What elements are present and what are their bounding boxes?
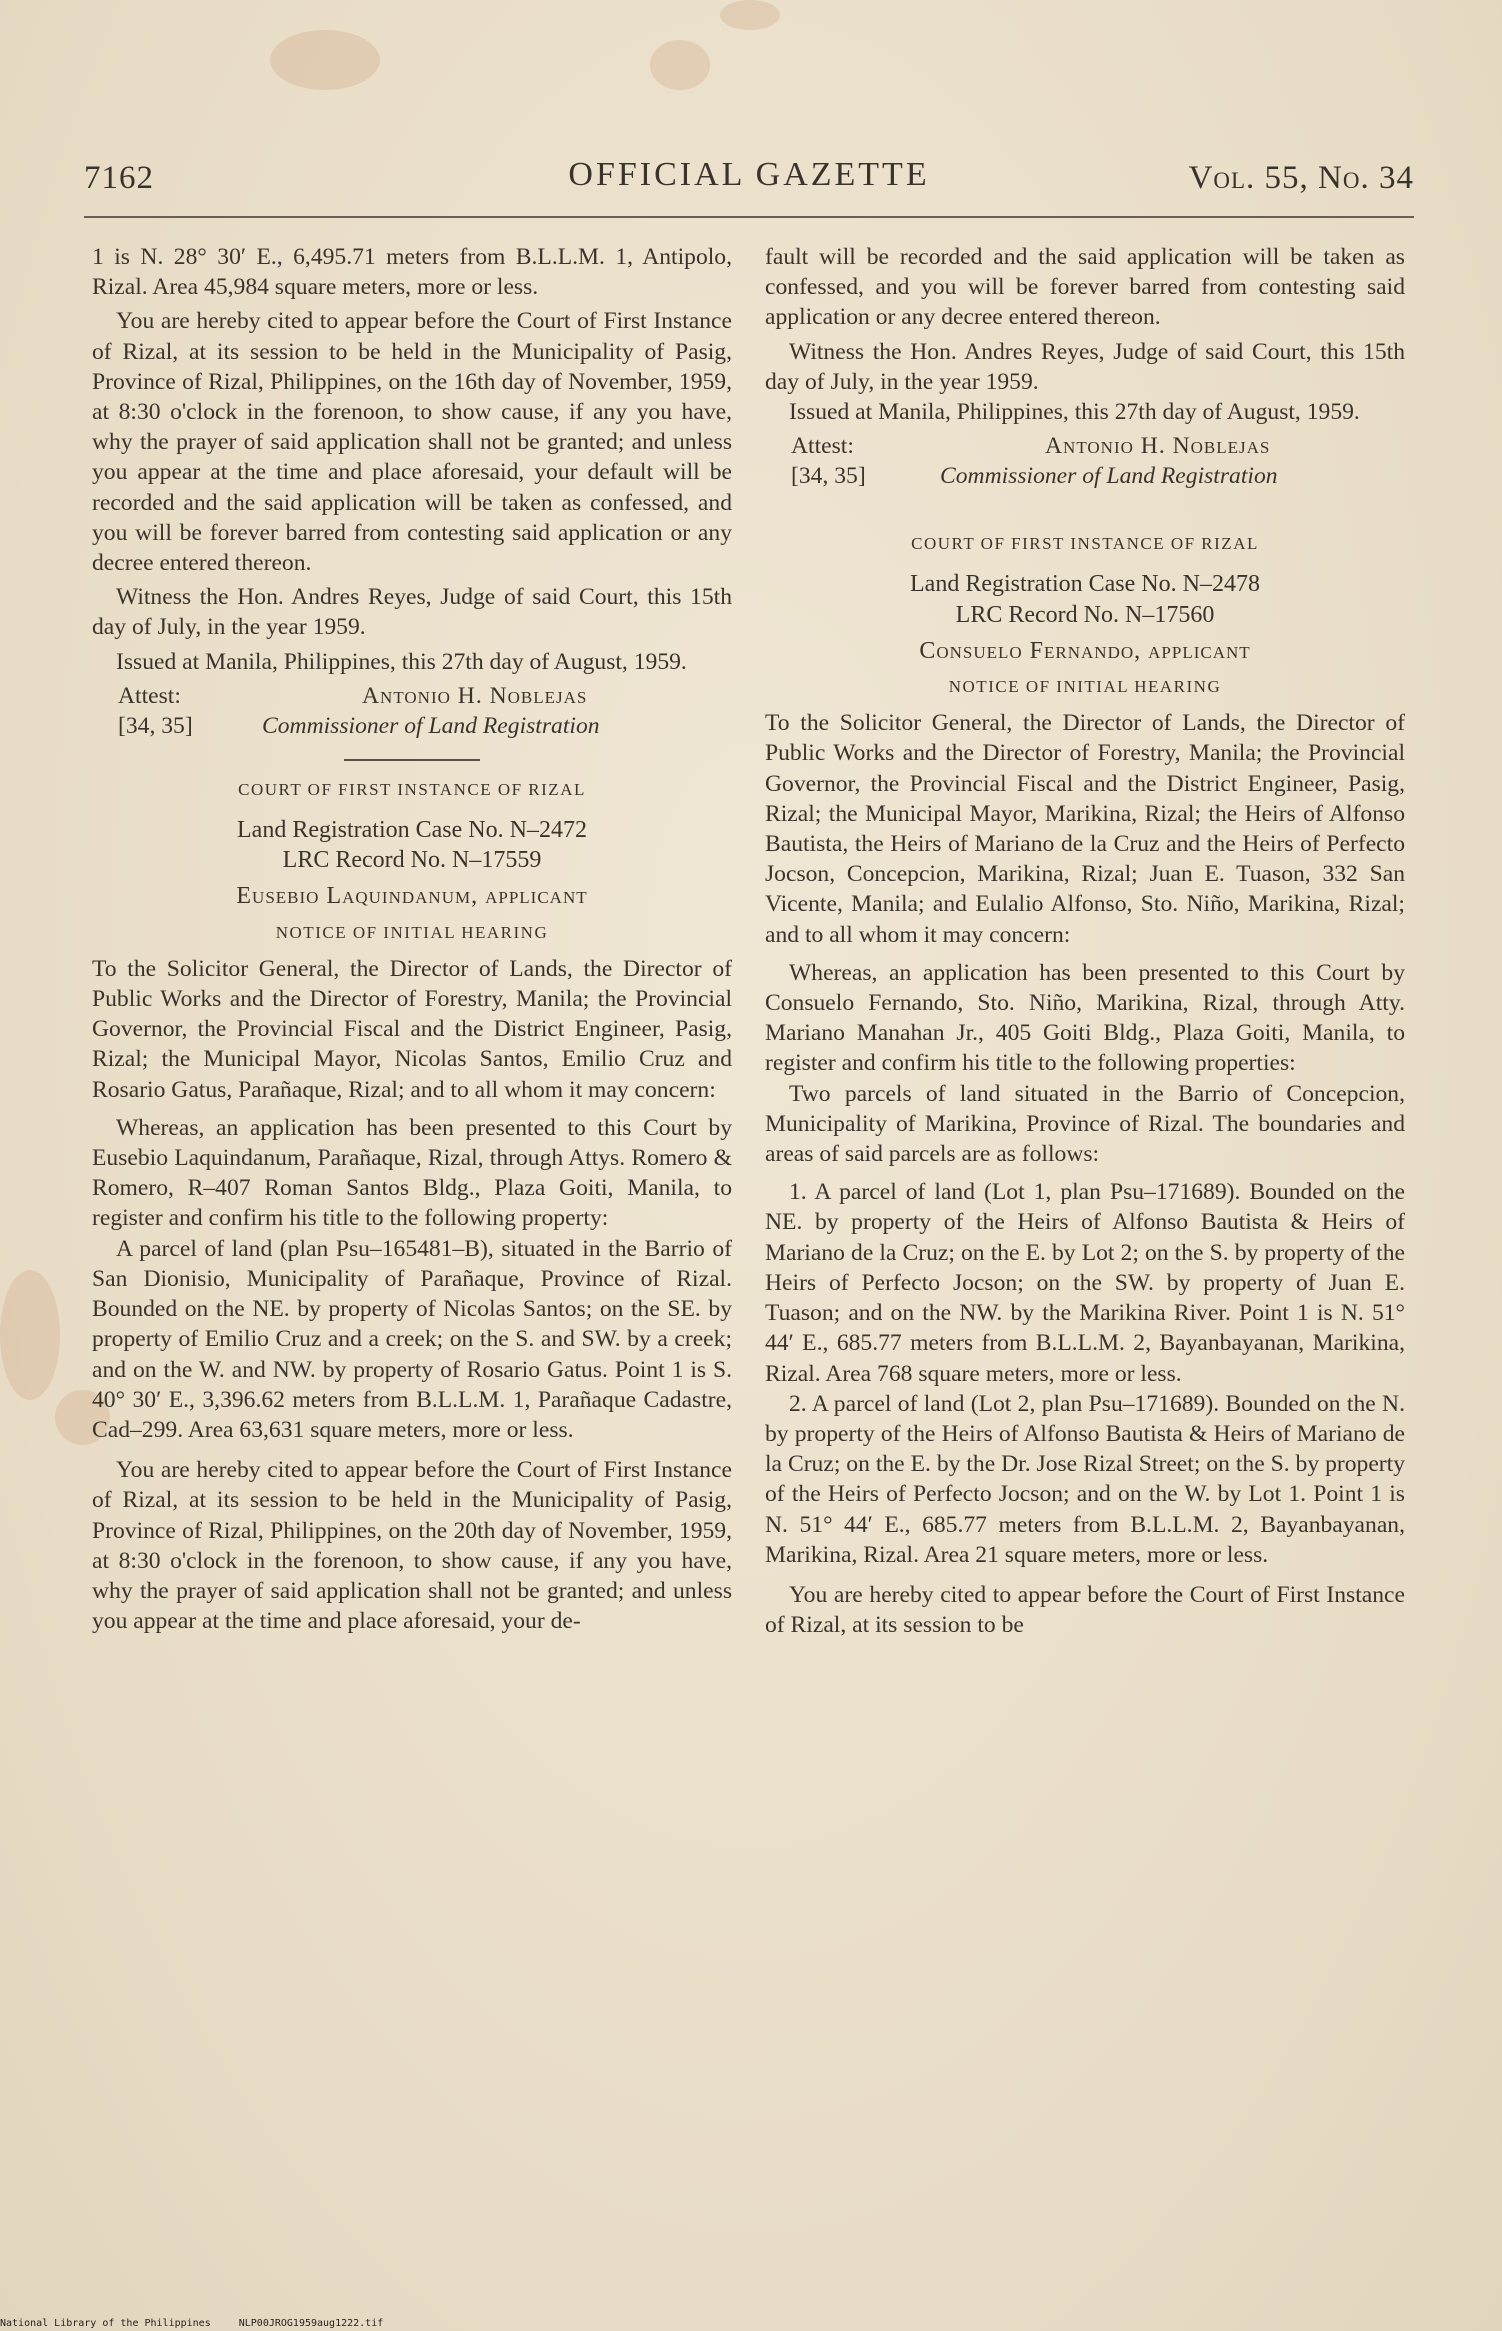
attest-label: Attest: — [118, 682, 181, 709]
paragraph: 1. A parcel of land (Lot 1, plan Psu–171689). Bounded on the NE. by property of the Heirs of Alfonso Bautista & Heirs of Mariano de la Cruz; on the E. by Lot 2; on the S. by property of the Heirs of Perfecto Jocson; on the SW. by property of Juan E. Tuason; and on the NW. by the Marikina River. Point 1 is N. 51° 44′ E., 685.77 meters from B.L.L.M. 2, Bayanbayanan, Marikina, Rizal. Area 768 square meters, more or less. — [765, 1179, 1405, 1387]
section-divider — [344, 759, 480, 761]
paragraph: Whereas, an application has been presented to this Court by Eusebio Laquindanum, Parañaque, Rizal, through Attys. Romero & Romero, R–407 Roman Santos Bldg., Plaza Goiti, Manila, to register and confirm his title to the following property: — [92, 1114, 732, 1232]
paragraph: 1 is N. 28° 30′ E., 6,495.71 meters from B.L.L.M. 1, Antipolo, Rizal. Area 45,984 square meters, more or less. — [92, 244, 732, 301]
right-column — [765, 242, 1405, 1640]
left-column — [92, 242, 732, 1636]
case-number: Land Registration Case No. N–2478 — [910, 571, 1260, 598]
attest-name: Antonio H. Noblejas — [362, 682, 588, 709]
court-heading: COURT OF FIRST INSTANCE OF RIZAL — [238, 779, 586, 799]
lrc-record-number: LRC Record No. N–17560 — [955, 601, 1215, 628]
paper-stain — [270, 30, 380, 90]
lrc-record-number: LRC Record No. N–17559 — [282, 847, 542, 874]
notice-heading: NOTICE OF INITIAL HEARING — [275, 922, 549, 942]
paragraph: Issued at Manila, Philippines, this 27th day of August, 1959. — [789, 399, 1360, 426]
case-number: Land Registration Case No. N–2472 — [237, 817, 587, 844]
paragraph: A parcel of land (plan Psu–165481–B), situated in the Barrio of San Dionisio, Municipality of Parañaque, Province of Rizal. Bounded on the NE. by property of Nicolas Santos; on the SE. by property of Emilio Cruz and a creek; on the S. and SW. by a creek; and on the W. and NW. by property of Rosario Gatus. Point 1 is S. 40° 30′ E., 3,396.62 meters from B.L.L.M. 1, Parañaque Cadastre, Cad–299. Area 63,631 square meters, more or less. — [92, 1235, 732, 1443]
attestation — [92, 681, 732, 741]
attest-reference: [34, 35] — [791, 463, 866, 490]
paragraph: Whereas, an application has been presented to this Court by Consuelo Fernando, Sto. Niño, Marikina, Rizal, through Atty. Mariano Manahan Jr., 405 Goiti Bldg., Plaza Goiti, Manila, to register and confirm his title to the following properties: — [765, 959, 1405, 1077]
paragraph: 2. A parcel of land (Lot 2, plan Psu–171689). Bounded on the N. by property of the Heirs of Alfonso Bautista & Heirs of Mariano de la Cruz; on the E. by the Dr. Jose Rizal Street; on the S. by property of the Heirs of Perfecto Jocson; and on the W. by Lot 1. Point 1 is N. 51° 44′ E., 685.77 meters from B.L.L.M. 2, Bayanbayanan, Marikina, Rizal. Area 21 square meters, more or less. — [765, 1390, 1405, 1568]
paragraph: You are hereby cited to appear before the Court of First Instance of Rizal, at its session to be held in the Municipality of Pasig, Province of Rizal, Philippines, on the 16th day of November, 1959, at 8:30 o'clock in the forenoon, to show cause, if any you have, why the prayer of said application shall not be granted; and unless you appear at the time and place aforesaid, your default will be recorded and the said application will be taken as confessed, and you will be forever barred from contesting said application or any decree entered thereon. — [92, 308, 732, 577]
paper-stain — [720, 0, 780, 30]
paper-stain — [650, 40, 710, 90]
library-credit: National Library of the Philippines — [0, 2318, 211, 2329]
notice-address: To the Solicitor General, the Director of Lands, the Director of Public Works and the Director of Forestry, Manila; the Provincial Governor, the Provincial Fiscal and the District Engineer, Pasig, Rizal; the Municipal Mayor, Nicolas Santos, Emilio Cruz and Rosario Gatus, Parañaque, Rizal; and to all whom it may concern: — [92, 955, 732, 1103]
paragraph: Two parcels of land situated in the Barrio of Concepcion, Municipality of Marikina, Province of Rizal. The boundaries and areas of said parcels are as follows: — [765, 1080, 1405, 1168]
paragraph: You are hereby cited to appear before the Court of First Instance of Rizal, at its session to be — [765, 1581, 1405, 1639]
publication-title: OFFICIAL GAZETTE — [568, 156, 930, 193]
notice-heading: NOTICE OF INITIAL HEARING — [948, 677, 1222, 697]
attest-name: Antonio H. Noblejas — [1045, 433, 1271, 460]
paragraph: Witness the Hon. Andres Reyes, Judge of said Court, this 15th day of July, in the year 1959. — [92, 584, 732, 641]
scan-filename: NLP00JROG1959aug1222.tif — [238, 2318, 384, 2329]
paragraph: You are hereby cited to appear before the Court of First Instance of Rizal, at its session to be held in the Municipality of Pasig, Province of Rizal, Philippines, on the 20th day of November, 1959, at 8:30 o'clock in the forenoon, to show cause, if any you have, why the prayer of said application shall not be granted; and unless you appear at the time and place aforesaid, your de- — [92, 1457, 732, 1635]
page-number: 7162 — [84, 160, 154, 196]
scan-footer — [0, 2318, 405, 2329]
spacer — [765, 491, 1405, 529]
applicant-name: Consuelo Fernando, applicant — [919, 637, 1251, 664]
applicant-name: Eusebio Laquindanum, applicant — [236, 883, 588, 910]
notice-address: To the Solicitor General, the Director of Lands, the Director of Public Works and the Director of Forestry, Manila; the Provincial Governor, the Provincial Fiscal and the District Engineer, Pasig, Rizal; the Municipal Mayor, Marikina, Rizal; the Heirs of Alfonso Bautista, the Heirs of Mariano de la Cruz and the Heirs of Perfecto Jocson, Concepcion, Marikina, Rizal; Juan E. Tuason, 332 San Vicente, Manila; and Eulalio Alfonso, Sto. Niño, Marikina, Rizal; and to all whom it may concern: — [765, 710, 1405, 948]
paragraph: fault will be recorded and the said application will be taken as confessed, and you will be forever barred from contesting said application or any decree entered thereon. — [765, 244, 1405, 331]
paper-stain — [0, 1270, 60, 1400]
attest-label: Attest: — [791, 433, 854, 460]
attest-title: Commissioner of Land Registration — [940, 463, 1278, 490]
volume-number: Vol. 55, No. 34 — [1188, 160, 1414, 196]
attest-title: Commissioner of Land Registration — [262, 712, 600, 739]
paragraph: Witness the Hon. Andres Reyes, Judge of said Court, this 15th day of July, in the year 1959. — [765, 338, 1405, 395]
court-heading: COURT OF FIRST INSTANCE OF RIZAL — [911, 534, 1259, 554]
paragraph: Issued at Manila, Philippines, this 27th day of August, 1959. — [116, 648, 687, 675]
page-header — [84, 156, 1414, 210]
header-rule — [84, 216, 1414, 218]
attestation — [765, 431, 1405, 491]
attest-reference: [34, 35] — [118, 712, 193, 739]
